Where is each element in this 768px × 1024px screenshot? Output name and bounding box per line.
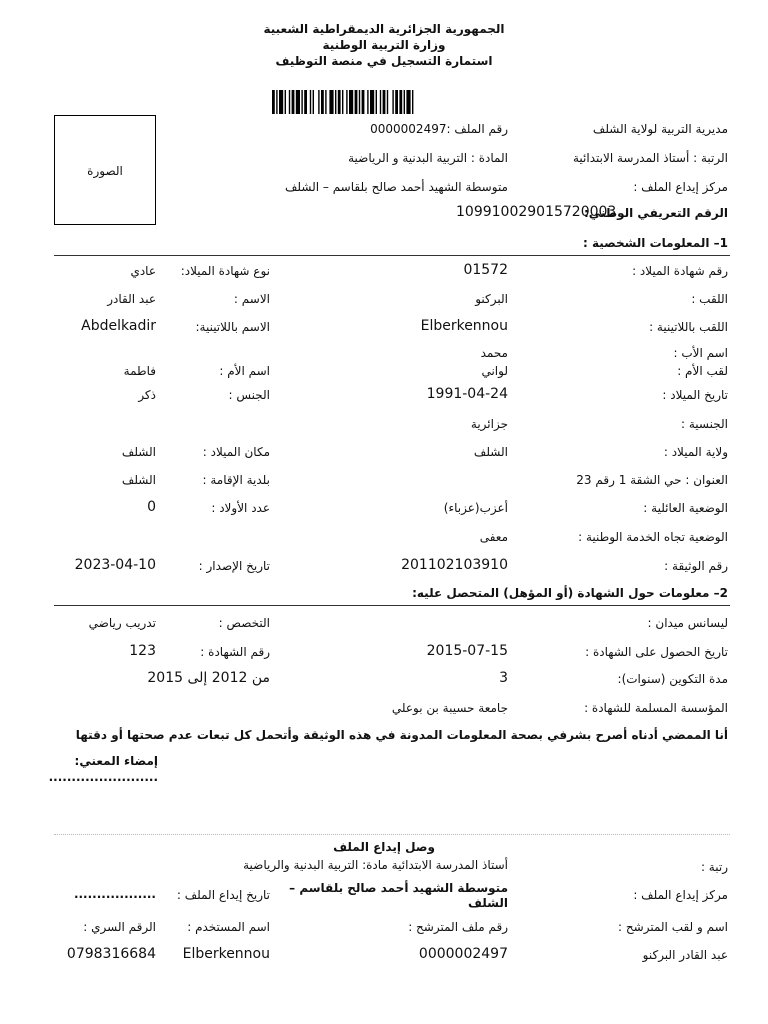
duration: 3 bbox=[499, 670, 508, 686]
birth-place-label: مكان الميلاد : bbox=[202, 445, 270, 459]
dob-label: تاريخ الميلاد : bbox=[662, 388, 728, 402]
speciality: تدريب رياضي bbox=[88, 616, 156, 630]
obtained: 2015-07-15 bbox=[426, 643, 508, 659]
name: عبد القادر bbox=[107, 292, 156, 306]
speciality-label: التخصص : bbox=[218, 616, 270, 630]
signature-label: إمضاء المعني: bbox=[74, 754, 158, 768]
birth-wilaya: الشلف bbox=[473, 445, 508, 459]
section1-title: 1– المعلومات الشخصية : bbox=[582, 236, 728, 250]
mother-surname: لواني bbox=[481, 364, 508, 378]
period: من 2012 إلى 2015 bbox=[147, 670, 270, 686]
cert-no: 123 bbox=[129, 643, 156, 659]
receipt-name-value: عبد القادر البركنو bbox=[642, 948, 728, 962]
surname-label: اللقب : bbox=[691, 292, 728, 306]
nationality-label: الجنسية : bbox=[681, 417, 728, 431]
receipt-rank-label: رتبة : bbox=[700, 860, 728, 874]
children-label: عدد الأولاد : bbox=[211, 501, 270, 515]
receipt-cut-line bbox=[54, 834, 730, 835]
doc-no-label: رقم الوثيقة : bbox=[664, 559, 728, 573]
nin-value: 109910029015720003 bbox=[456, 204, 617, 220]
birth-wilaya-label: ولاية الميلاد : bbox=[663, 445, 728, 459]
receipt-center-value-line1: متوسطة الشهيد أحمد صالح بلقاسم – bbox=[289, 881, 508, 895]
receipt-username-label: اسم المستخدم : bbox=[187, 920, 270, 934]
children: 0 bbox=[147, 499, 156, 515]
receipt-rank-value: أستاذ المدرسة الابتدائية مادة: التربية البدنية والرياضية bbox=[243, 858, 508, 872]
nationality: جزائرية bbox=[470, 417, 508, 431]
service: معفى bbox=[479, 530, 508, 544]
birth-cert-type: عادي bbox=[130, 264, 156, 278]
mother-name-label: اسم الأم : bbox=[219, 364, 270, 378]
birth-cert-no: 01572 bbox=[463, 262, 508, 278]
file-number: رقم الملف :0000002497 bbox=[370, 122, 508, 136]
doc-no: 201102103910 bbox=[401, 557, 508, 573]
surname-latin: Elberkennou bbox=[420, 318, 508, 334]
father-label: اسم الأب : bbox=[673, 346, 728, 360]
section2-title: 2– معلومات حول الشهادة (أو المؤهل) المتحصل عليه: bbox=[412, 586, 728, 600]
residence: الشلف bbox=[121, 473, 156, 487]
receipt-file-no-label: رقم ملف المترشح : bbox=[408, 920, 508, 934]
birth-cert-no-label: رقم شهادة الميلاد : bbox=[632, 264, 728, 278]
receipt-password-label: الرقم السري : bbox=[83, 920, 156, 934]
republic-title: الجمهورية الجزائرية الديمقراطية الشعبية bbox=[263, 22, 505, 36]
center-value: متوسطة الشهيد أحمد صالح بلقاسم – الشلف bbox=[284, 180, 508, 194]
barcode-image bbox=[272, 90, 476, 114]
mother-name: فاطمة bbox=[123, 364, 156, 378]
photo-box bbox=[54, 115, 156, 225]
nin-label: الرقم التعريفي الوطني: bbox=[583, 206, 728, 220]
dob: 1991-04-24 bbox=[426, 386, 508, 402]
sex-label: الجنس : bbox=[228, 388, 270, 402]
receipt-center-label: مركز إيداع الملف : bbox=[633, 888, 728, 902]
institution-label: المؤسسة المسلمة للشهادة : bbox=[584, 701, 728, 715]
father: محمد bbox=[480, 346, 508, 360]
birth-place: الشلف bbox=[121, 445, 156, 459]
section2-divider bbox=[54, 605, 730, 606]
residence-label: بلدية الإقامة : bbox=[202, 473, 270, 487]
mother-surname-label: لقب الأم : bbox=[677, 364, 728, 378]
receipt-username-value: Elberkennou bbox=[182, 946, 270, 962]
marital-label: الوضعية العائلية : bbox=[643, 501, 728, 515]
name-latin: Abdelkadir bbox=[81, 318, 156, 334]
institution: جامعة حسيبة بن بوعلي bbox=[391, 701, 508, 715]
receipt-password-value: 0798316684 bbox=[66, 946, 156, 962]
receipt-date-label: تاريخ إيداع الملف : bbox=[176, 888, 270, 902]
issue-date-label: تاريخ الإصدار : bbox=[198, 559, 270, 573]
receipt-center-value-line2: الشلف bbox=[467, 896, 508, 910]
receipt-file-no-value: 0000002497 bbox=[418, 946, 508, 962]
receipt-date-dots: .................. bbox=[73, 887, 156, 901]
address: العنوان : حي الشقة 1 رقم 23 bbox=[576, 473, 728, 487]
name-latin-label: الاسم باللاتينية: bbox=[195, 320, 270, 334]
section1-divider bbox=[54, 255, 730, 256]
declaration: أنا الممضي أدناه أصرح بشرفي بصحة المعلومات المدونة في هذه الوثيقة وأتحمل كل تبعات عدم صحتها أو دقتها bbox=[75, 728, 728, 742]
obtained-label: تاريخ الحصول على الشهادة : bbox=[585, 645, 728, 659]
birth-cert-type-label: نوع شهادة الميلاد: bbox=[180, 264, 270, 278]
rank: الرتبة : أستاذ المدرسة الابتدائية bbox=[573, 151, 728, 165]
surname: البركنو bbox=[475, 292, 508, 306]
name-label: الاسم : bbox=[233, 292, 270, 306]
form-title: استمارة التسجيل في منصة التوظيف bbox=[275, 54, 493, 68]
center-label: مركز إيداع الملف : bbox=[633, 180, 728, 194]
subject: المادة : التربية البدنية و الرياضية bbox=[348, 151, 508, 165]
receipt-title: وصل إيداع الملف bbox=[333, 840, 435, 854]
marital: أعزب(عزباء) bbox=[443, 501, 508, 515]
duration-label: مدة التكوين (سنوات): bbox=[617, 672, 728, 686]
signature-dots: ........................ bbox=[48, 770, 158, 784]
service-label: الوضعية تجاه الخدمة الوطنية : bbox=[578, 530, 728, 544]
ministry-title: وزارة التربية الوطنية bbox=[322, 38, 446, 52]
cert-no-label: رقم الشهادة : bbox=[200, 645, 270, 659]
sex: ذكر bbox=[138, 388, 156, 402]
receipt-name-label: اسم و لقب المترشح : bbox=[618, 920, 728, 934]
directorate: مديرية التربية لولاية الشلف bbox=[592, 122, 728, 136]
issue-date: 2023-04-10 bbox=[74, 557, 156, 573]
surname-latin-label: اللقب باللاتينية : bbox=[649, 320, 728, 334]
photo-label: الصورة bbox=[87, 164, 123, 178]
degree-label: ليسانس ميدان : bbox=[647, 616, 728, 630]
